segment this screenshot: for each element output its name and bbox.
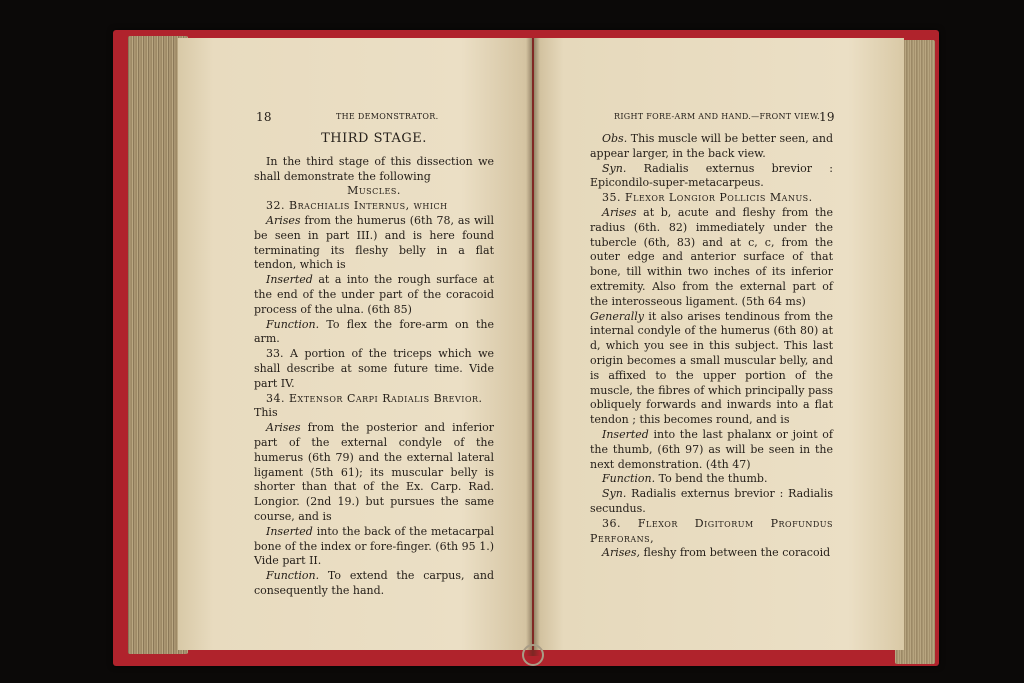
section-32-inserted: Inserted at a into the rough surface at the end of the under part of the coracoid process of the ulna. (6th 85): [254, 273, 494, 316]
book-gutter: [526, 38, 540, 656]
section-34-function: Function. To extend the carpus, and consequently the hand.: [254, 569, 494, 597]
right-page-body: [590, 132, 833, 561]
intro-paragraph: In the third stage of this dissection we shall demonstrate the following: [254, 154, 494, 183]
section-34-this: This: [254, 406, 278, 420]
section-36-arises: Arises, fleshy from between the coracoid: [602, 546, 831, 560]
section-34-arises: Arises from the posterior and inferior part of the external condyle of the humerus (6th 79) and the external lateral ligament (5th 61); its muscular belly is shorter than that of the Ex. Carp. Rad. Longior. (2nd 19.) but pursues the same course, and is: [254, 421, 494, 523]
section-35-function: Function. To bend the thumb.: [602, 472, 768, 486]
obs-paragraph: Obs. This muscle will be better seen, and appear larger, in the back view.: [590, 132, 833, 160]
section-35-inserted: Inserted into the last phalanx or joint of the thumb, (6th 97) as will be seen in the next demonstration. (4th 47): [590, 427, 833, 471]
stage-title: THIRD STAGE.: [321, 131, 427, 146]
muscles-heading: Muscles.: [347, 184, 401, 198]
section-35-heading: 35. Flexor Longior Pollicis Manus.: [602, 191, 813, 205]
left-page: [178, 38, 532, 650]
section-35-arises: Arises at b, acute and fleshy from the radius (6th. 82) immediately under the tubercle (6th, 83) and at c, c, from the outer edge and anterior surface of that bone, till within two inches of its inferior extremity. Also from the external part of the interosseous ligament. (5th 64 ms): [590, 205, 833, 308]
right-page-number: 19: [819, 110, 835, 124]
bookmark-ring: [522, 644, 544, 666]
section-36-heading: 36. Flexor Digitorum Profundus Perforans,: [590, 516, 833, 545]
left-page-number: 18: [256, 110, 272, 124]
synonym-1: Syn. Radialis externus brevior : Epicondilo-super-metacarpeus.: [590, 161, 833, 190]
section-34-heading: 34. Extensor Carpi Radialis Brevior.: [266, 391, 483, 405]
section-34-inserted: Inserted into the back of the metacarpal bone of the index or fore-finger. (6th 95 1.) Vide part II.: [254, 524, 494, 568]
section-32-function: Function. To flex the fore-arm on the arm.: [254, 317, 494, 346]
section-33: 33. A portion of the triceps which we shall describe at some future time. Vide part IV.: [254, 347, 494, 390]
right-running-head: RIGHT FORE-ARM AND HAND.—FRONT VIEW.: [614, 112, 820, 121]
right-page: [534, 38, 904, 650]
left-running-head: THE DEMONSTRATOR.: [336, 112, 439, 121]
section-32-heading: 32. Brachialis Internus, which: [266, 199, 448, 213]
synonym-2: Syn. Radialis externus brevior : Radialis secundus.: [590, 487, 833, 515]
section-32-arises: Arises from the humerus (6th 78, as will be seen in part III.) and is here found terminating its fleshy belly in a flat tendon, which is: [254, 213, 494, 272]
left-page-body: [254, 132, 494, 599]
section-35-generally: Generally it also arises tendinous from the internal condyle of the humerus (6th 80) at d, which you see in this subject. This last origin becomes a small muscular belly, and is affixed to the upper portion of the muscle, the fibres of which principally pass obliquely forwards and inwards into a flat tendon ; this becomes round, and is: [590, 309, 833, 427]
